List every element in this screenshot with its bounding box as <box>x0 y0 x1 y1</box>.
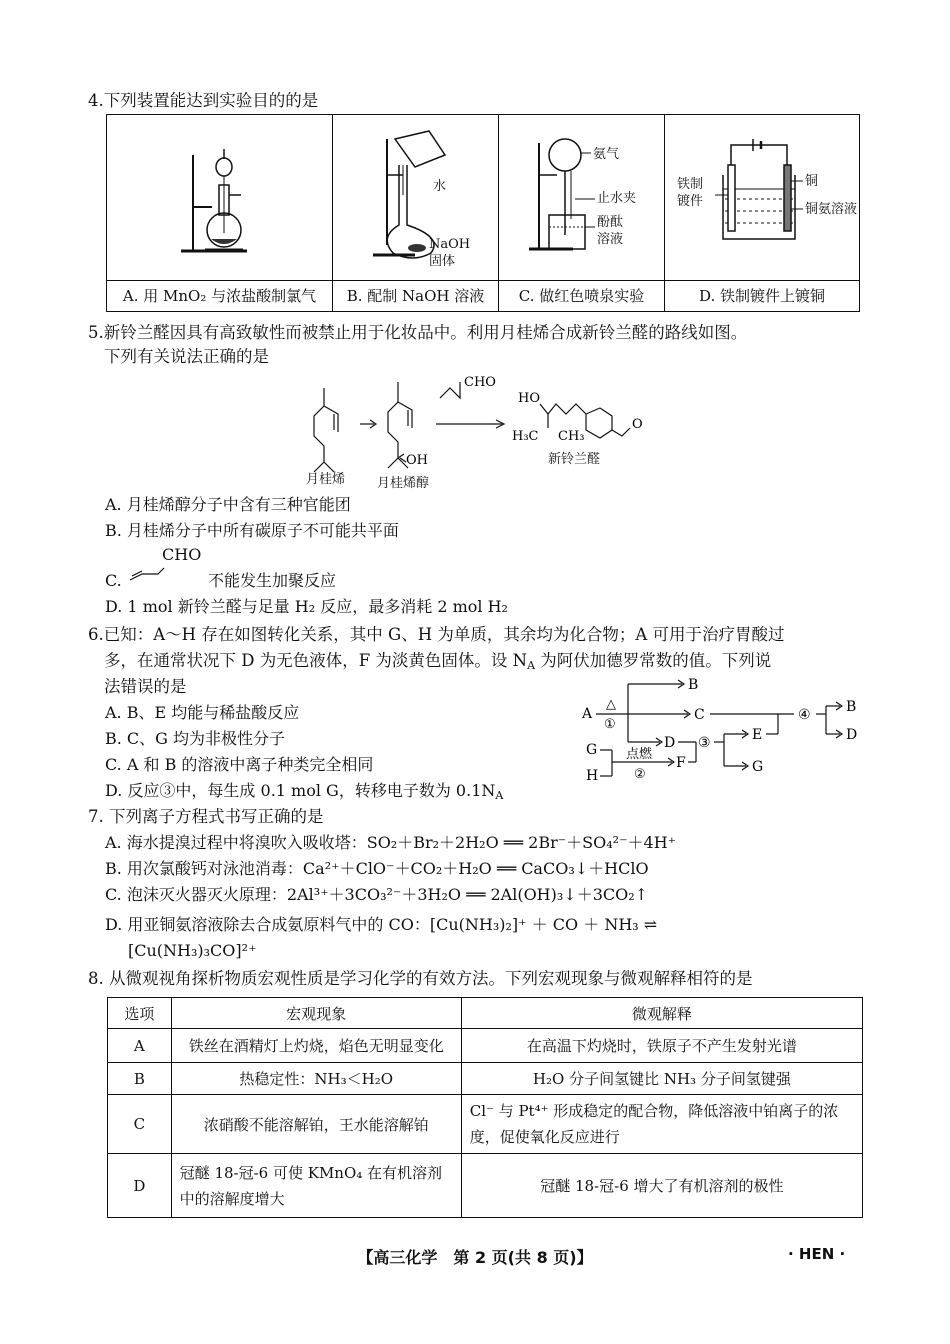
q6-option-b: B. C、G 均为非极性分子 <box>105 729 286 748</box>
q7-option-d-line1: D. 用亚铜氨溶液除去合成氨原料气中的 CO：[Cu(NH₃)₂]⁺ ＋ CO ＋ NH₃ ⇌ <box>105 915 658 934</box>
q6-stem-line1: 6.已知：A～H 存在如图转化关系，其中 G、H 为单质，其余均为化合物；A 可用于治疗胃酸过 <box>88 625 785 644</box>
label-part: 镀件 <box>677 194 704 209</box>
caption-c: C. 做红色喷泉实验 <box>499 280 664 311</box>
myrcenol-oh-label: OH <box>406 453 428 468</box>
q4-stem: 4.下列装置能达到实验目的的是 <box>88 91 319 110</box>
acrolein-structure-icon <box>128 566 168 584</box>
label-clamp: 止水夹 <box>597 191 637 206</box>
row-option: C <box>108 1095 172 1154</box>
svg-text:③: ③ <box>698 735 711 751</box>
row-option: D <box>108 1154 172 1218</box>
product-ch3-label: CH₃ <box>558 429 585 444</box>
q7-option-c: C. 泡沫灭火器灭火原理：2Al³⁺＋3CO₃²⁻＋3H₂O ══ 2Al(OH)₃↓＋3CO₂↑ <box>105 885 649 904</box>
synthesis-route-diagram <box>290 368 670 492</box>
label-water: 水 <box>433 179 447 194</box>
row-option: A <box>108 1029 172 1063</box>
label-copper-ammonia: 铜氨溶液 <box>805 202 858 217</box>
footer-code: · HEN · <box>788 1245 846 1263</box>
svg-text:E: E <box>752 727 763 743</box>
caption-a: A. 用 MnO₂ 与浓盐酸制氯气 <box>107 280 332 311</box>
table-row <box>108 1063 863 1095</box>
apparatus-table <box>106 114 860 312</box>
apparatus-d <box>665 115 859 311</box>
product-o-label: O <box>632 417 643 432</box>
svg-text:B: B <box>688 677 699 693</box>
q6-option-d: D. 反应③中，每生成 0.1 mol G，转移电子数为 $0.1N_A$ <box>105 781 504 802</box>
svg-text:△: △ <box>606 697 616 712</box>
svg-text:①: ① <box>604 717 616 732</box>
q5-stem-line2: 下列有关说法正确的是 <box>104 347 269 366</box>
q7-option-d-line2: [Cu(NH₃)₃CO]²⁺ <box>128 941 257 960</box>
row-micro: H₂O 分子间氢键比 NH₃ 分子间氢键强 <box>461 1063 862 1095</box>
caption-b: B. 配制 NaOH 溶液 <box>333 280 498 311</box>
svg-text:②: ② <box>634 767 646 782</box>
svg-text:F: F <box>676 755 686 771</box>
q6-option-a: A. B、E 均能与稀盐酸反应 <box>105 703 300 722</box>
label-ammonia: 氨气 <box>593 147 620 162</box>
header-macro: 宏观现象 <box>171 998 461 1029</box>
svg-text:B: B <box>846 699 857 715</box>
q7-option-a: A. 海水提溴过程中将溴吹入吸收塔：SO₂＋Br₂＋2H₂O ══ 2Br⁻＋SO₄²⁻＋4H⁺ <box>105 833 677 852</box>
row-macro: 热稳定性：NH₃＜H₂O <box>171 1063 461 1095</box>
label-myrcenol: 月桂烯醇 <box>377 476 430 491</box>
q5-option-d: D. 1 mol 新铃兰醛与足量 H₂ 反应，最多消耗 2 mol H₂ <box>105 597 508 616</box>
label-iron: 铁制 <box>677 177 704 192</box>
explanation-table <box>107 997 863 1218</box>
q5-option-a: A. 月桂烯醇分子中含有三种官能团 <box>105 495 351 514</box>
row-micro: 冠醚 18-冠-6 增大了有机溶剂的极性 <box>461 1154 862 1218</box>
label-phenolphthalein: 酚酞 <box>597 215 624 230</box>
volumetric-flask-icon <box>333 115 499 281</box>
row-option: B <box>108 1063 172 1095</box>
svg-text:④: ④ <box>798 707 811 723</box>
table-row <box>108 1154 863 1218</box>
chlorine-apparatus-icon <box>107 115 333 281</box>
row-macro: 浓硝酸不能溶解铂，王水能溶解铂 <box>171 1095 461 1154</box>
q5-option-c-cho: CHO <box>162 545 202 564</box>
label-solid: 固体 <box>429 254 456 269</box>
svg-text:G: G <box>586 742 598 758</box>
q5-option-c-prefix: C. <box>105 571 122 590</box>
apparatus-b <box>333 115 499 311</box>
svg-text:D: D <box>846 727 858 743</box>
table-row <box>108 1029 863 1063</box>
svg-text:G: G <box>752 759 764 775</box>
q5-option-c-text: 不能发生加聚反应 <box>208 571 337 590</box>
apparatus-c <box>499 115 665 311</box>
svg-text:D: D <box>664 735 676 751</box>
label-product: 新铃兰醛 <box>548 452 601 467</box>
row-micro: 在高温下灼烧时，铁原子不产生发射光谱 <box>461 1029 862 1063</box>
svg-text:A: A <box>582 706 593 722</box>
caption-d: D. 铁制镀件上镀铜 <box>665 280 859 311</box>
product-h3c-label: H₃C <box>512 429 539 444</box>
q7-stem: 7. 下列离子方程式书写正确的是 <box>88 807 324 826</box>
acrolein-cho-label: CHO <box>464 375 496 390</box>
table-header-row <box>108 998 863 1029</box>
q6-option-c: C. A 和 B 的溶液中离子种类完全相同 <box>105 755 374 774</box>
row-micro: Cl⁻ 与 Pt⁴⁺ 形成稳定的配合物，降低溶液中铂离子的浓度，促使氧化反应进行 <box>461 1095 862 1154</box>
q8-stem: 8. 从微观视角探析物质宏观性质是学习化学的有效方法。下列宏观现象与微观解释相符的是 <box>88 969 753 988</box>
row-macro: 冠醚 18-冠-6 可使 KMnO₄ 在有机溶剂中的溶解度增大 <box>171 1154 461 1218</box>
fountain-experiment-icon <box>499 115 665 281</box>
header-option: 选项 <box>108 998 172 1029</box>
row-macro: 铁丝在酒精灯上灼烧，焰色无明显变化 <box>171 1029 461 1063</box>
apparatus-a <box>107 115 333 311</box>
svg-text:C: C <box>694 707 705 723</box>
header-micro: 微观解释 <box>461 998 862 1029</box>
svg-text:点燃: 点燃 <box>626 747 653 762</box>
table-row <box>108 1095 863 1154</box>
q6-stem-line2: 多，在通常状况下 D 为无色液体，F 为淡黄色固体。设 $N_A$ 为阿伏加德罗常数的值。下列说 <box>104 651 772 672</box>
label-myrcene: 月桂烯 <box>306 472 346 487</box>
product-ho-label: HO <box>518 391 540 406</box>
q5-option-b: B. 月桂烯分子中所有碳原子不可能共平面 <box>105 521 399 540</box>
q7-option-b: B. 用次氯酸钙对泳池消毒：Ca²⁺＋ClO⁻＋CO₂＋H₂O ══ CaCO₃↓＋HClO <box>105 859 649 878</box>
svg-text:H: H <box>586 768 599 784</box>
q5-stem-line1: 5.新铃兰醛因具有高致敏性而被禁止用于化妆品中。利用月桂烯合成新铃兰醛的路线如图。 <box>88 323 748 342</box>
label-naoh: NaOH <box>429 237 471 252</box>
label-solution: 溶液 <box>597 232 624 247</box>
label-copper: 铜 <box>805 174 819 189</box>
q6-stem-line3: 法错误的是 <box>104 677 187 696</box>
conversion-diagram <box>578 670 868 790</box>
page-footer: 【高三化学 第 2 页(共 8 页)】 <box>357 1248 593 1267</box>
